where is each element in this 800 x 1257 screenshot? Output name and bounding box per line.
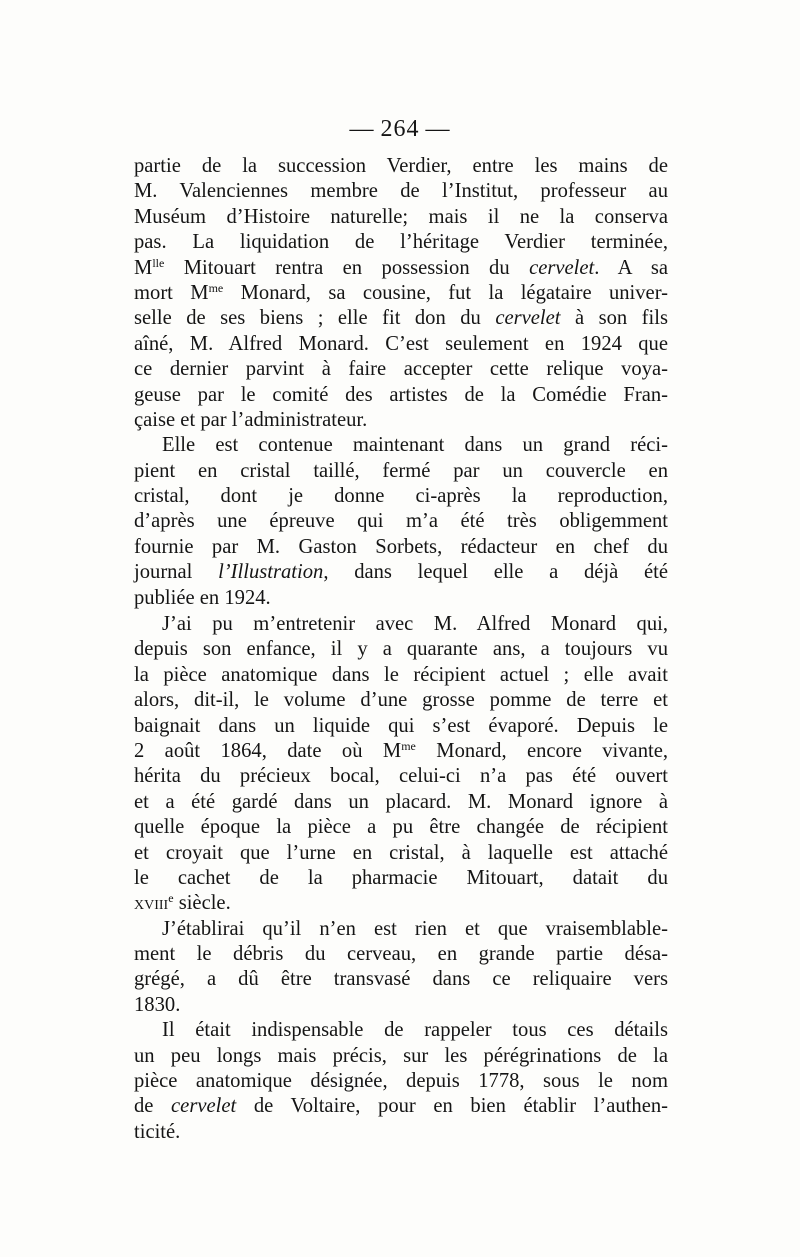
text-run: Elle est contenue maintenant dans un grand réci- [162, 434, 668, 457]
text-line [134, 688, 668, 713]
text-run: quelle époque la pièce a pu être changée de récipient [134, 816, 668, 839]
text-run: et a été gardé dans un placard. M. Monard ignore à [134, 790, 668, 813]
text-run: J’ai pu m’entretenir avec M. Alfred Monard qui, [162, 613, 668, 635]
text-run: journal [134, 561, 219, 584]
text-run: aîné, M. Alfred Monard. C’est seulement en 1924 que [134, 332, 668, 355]
text-run: siècle. [173, 892, 231, 915]
text-line [134, 841, 668, 866]
paragraph-2 [134, 433, 668, 611]
text-line [134, 815, 668, 840]
dash-left: — [349, 116, 375, 142]
page-number [0, 116, 800, 143]
italic-text: l’Illustration [218, 561, 324, 584]
text-line [134, 866, 668, 891]
dash-right: — [425, 116, 451, 142]
page-number-value: 264 [380, 116, 420, 142]
paragraph-3 [134, 612, 668, 917]
text-line [134, 154, 668, 179]
text-run: d’après une épreuve qui m’a été très obligemment [134, 510, 668, 533]
text-line [134, 306, 668, 331]
text-line [134, 433, 668, 458]
text-line [134, 484, 668, 509]
text-run: , dans lequel elle a déjà été [323, 561, 669, 584]
text-line [134, 230, 668, 255]
superscript: me [401, 738, 416, 753]
italic-text: cervelet [171, 1095, 237, 1118]
text-run: partie de la succession Verdier, entre les mains de [134, 155, 668, 177]
text-run: ment le débris du cerveau, en grande partie désa- [134, 943, 668, 966]
text-run: çaise et par l’administrateur. [134, 408, 368, 431]
text-run: pièce anatomique désignée, depuis 1778, sous le nom [134, 1070, 668, 1093]
text-line [134, 179, 668, 204]
text-line [134, 383, 668, 408]
text-line [134, 535, 668, 560]
text-run: selle de ses biens ; elle fit don du [134, 307, 496, 330]
text-run: Monard, sa cousine, fut la légataire univer- [223, 281, 669, 304]
text-line [134, 1018, 668, 1043]
text-run: M [134, 256, 153, 279]
paragraph-1 [134, 154, 668, 433]
text-line [134, 1044, 668, 1069]
text-line [134, 256, 668, 281]
superscript: me [208, 280, 224, 295]
text-run: de [134, 1095, 172, 1118]
text-run: de Voltaire, pour en bien établir l’authen- [236, 1095, 668, 1118]
text-line [134, 586, 668, 611]
text-line [134, 357, 668, 382]
text-line [134, 1069, 668, 1094]
text-run: publiée en 1924. [134, 586, 271, 609]
text-run: Il était indispensable de rappeler tous ces détails [162, 1019, 668, 1042]
text-run: pas. La liquidation de l’héritage Verdier terminée, [134, 231, 668, 254]
text-line [134, 281, 668, 306]
text-run: 1830. [134, 993, 181, 1016]
text-run: Monard, encore vivante, [415, 739, 668, 762]
text-run: M. Valenciennes membre de l’Institut, professeur au [134, 180, 668, 203]
text-line [134, 739, 668, 764]
superscript: lle [152, 255, 165, 270]
text-run: . A sa [594, 256, 668, 279]
text-line [134, 917, 668, 942]
text-run: depuis son enfance, il y a quarante ans, a toujours vu [134, 638, 668, 661]
text-line [134, 612, 668, 637]
superscript: e [168, 891, 174, 906]
text-run: geuse par le comité des artistes de la Comédie Fran- [134, 383, 668, 406]
text-line [134, 790, 668, 815]
text-line [134, 1120, 668, 1145]
paragraph-5 [134, 1018, 668, 1145]
text-line [134, 714, 668, 739]
text-line [134, 1094, 668, 1119]
text-line [134, 967, 668, 992]
text-run: et croyait que l’urne en cristal, à laquelle est attaché [134, 841, 668, 864]
text-run: la pièce anatomique dans le récipient actuel ; elle avait [134, 663, 668, 686]
text-line [134, 408, 668, 433]
text-run: Muséum d’Histoire naturelle; mais il ne la conserva [134, 205, 668, 228]
text-run: fournie par M. Gaston Sorbets, rédacteur en chef du [134, 535, 668, 558]
text-run: baignait dans un liquide qui s’est évaporé. Depuis le [134, 714, 668, 737]
text-line [134, 332, 668, 357]
text-line [134, 764, 668, 789]
text-run: le cachet de la pharmacie Mitouart, datait du [134, 866, 668, 889]
text-line [134, 637, 668, 662]
text-run: J’établirai qu’il n’en est rien et que vraisemblable- [162, 917, 668, 940]
text-run: grégé, a dû être transvasé dans ce reliquaire vers [134, 968, 668, 991]
text-line [134, 459, 668, 484]
text-run: un peu longs mais précis, sur les pérégrinations de la [134, 1044, 668, 1067]
text-line [134, 560, 668, 585]
text-run: alors, dit-il, le volume d’une grosse pomme de terre et [134, 689, 668, 712]
text-run: ticité. [134, 1120, 181, 1143]
text-line [134, 942, 668, 967]
text-line [134, 891, 668, 916]
text-run: à son fils [560, 307, 668, 330]
text-run: xviii [134, 892, 169, 915]
paragraph-4 [134, 917, 668, 1019]
text-line [134, 509, 668, 534]
text-block-bottom [134, 612, 668, 1145]
text-run: 2 août 1864, date où M [134, 739, 402, 762]
text-line [134, 663, 668, 688]
text-run: cristal, dont je donne ci-après la reproduction, [134, 485, 668, 508]
italic-text: cervelet [529, 256, 595, 279]
italic-text: cervelet [495, 307, 561, 330]
text-run: ce dernier parvint à faire accepter cette relique voya- [134, 358, 668, 381]
text-run: mort M [134, 281, 209, 304]
text-block-top [134, 154, 668, 611]
text-line [134, 205, 668, 230]
text-run: Mitouart rentra en possession du [164, 256, 530, 279]
text-run: pient en cristal taillé, fermé par un couvercle en [134, 459, 668, 482]
text-line [134, 993, 668, 1018]
text-run: hérita du précieux bocal, celui-ci n’a pas été ouvert [134, 765, 668, 788]
